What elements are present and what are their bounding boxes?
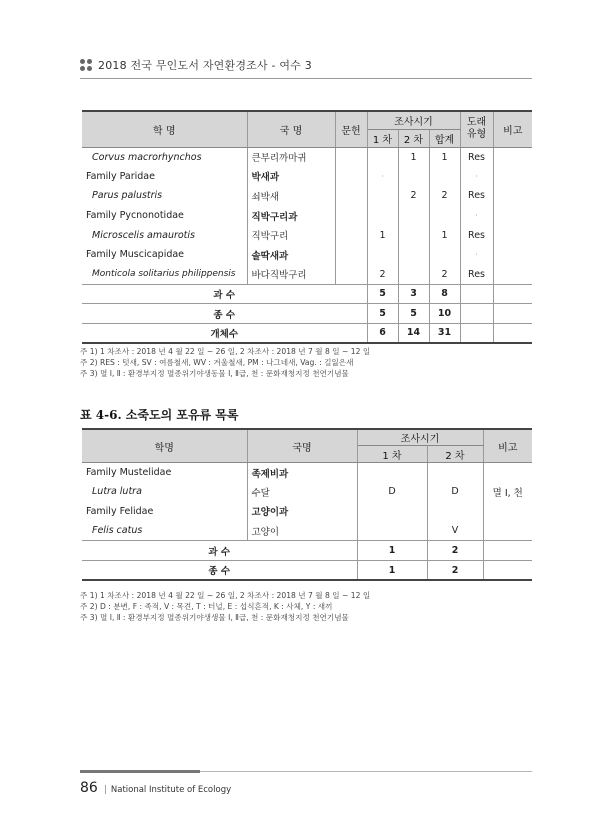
cell-first: · (367, 167, 398, 187)
cell-remark (493, 225, 532, 245)
institute-name: National Institute of Ecology (110, 785, 232, 795)
cell-literature (335, 167, 367, 187)
cell-arrival-type: · (460, 206, 493, 226)
cell-arrival-type: Res (460, 186, 493, 206)
cell-arrival-type: Res (460, 225, 493, 245)
header-dots-icon (80, 59, 92, 71)
cell-total (429, 245, 460, 265)
cell-second (398, 206, 429, 226)
summary-label: 개체수 (82, 323, 367, 343)
footer-accent-bar (80, 770, 200, 773)
summary-second: 5 (398, 304, 429, 324)
cell-first (367, 245, 398, 265)
cell-second (427, 463, 483, 483)
cell-remark (493, 147, 532, 167)
cell-literature (335, 206, 367, 226)
summary-first: 5 (367, 304, 398, 324)
table-row (82, 167, 532, 187)
header-total: 합계 (429, 129, 460, 147)
table-row (82, 147, 532, 167)
note-line: 주 1) 1 차조사 : 2018 년 4 월 22 일 ~ 26 일, 2 차조사 : 2018 년 7 월 8 일 ~ 12 일 (80, 591, 371, 600)
cell-remark (483, 521, 532, 541)
cell-total (429, 167, 460, 187)
running-header (80, 54, 532, 76)
cell-remark (493, 265, 532, 285)
header-second-survey: 2 차 (427, 446, 483, 463)
cell-family-name: Family Paridae (82, 167, 247, 187)
table1-notes (80, 346, 370, 379)
cell-total (429, 206, 460, 226)
note-line: 주 3) 멸 Ⅰ, Ⅱ : 환경부지정 멸종위기야생동물 Ⅰ, Ⅱ급, 천 : 문화재청지정 천연기념물 (80, 369, 349, 378)
header-korean-name: 국 명 (247, 111, 335, 147)
summary-row-families (82, 541, 532, 561)
note-line: 주 1) 1 차조사 : 2018 년 4 월 22 일 ~ 26 일, 2 차조사 : 2018 년 7 월 8 일 ~ 12 일 (80, 347, 371, 356)
cell-second: V (427, 521, 483, 541)
cell-remark (483, 463, 532, 483)
cell-literature (335, 186, 367, 206)
page-number: 86 (80, 780, 98, 796)
summary-first: 1 (357, 541, 427, 561)
cell-second (398, 245, 429, 265)
header-scientific-name: 학명 (82, 429, 247, 463)
cell-korean-name: 바다직박구리 (247, 265, 335, 285)
cell-total: 2 (429, 186, 460, 206)
cell-first: 2 (367, 265, 398, 285)
cell-first: D (357, 482, 427, 502)
note-line: 주 2) RES : 텃새, SV : 여름철새, WV : 겨울철새, PM : 나그네새, Vag. : 길잃은새 (80, 358, 354, 367)
summary-row-individuals (82, 323, 532, 343)
cell-first (357, 502, 427, 522)
cell-arrival-type: Res (460, 147, 493, 167)
summary-label: 과 수 (82, 541, 357, 561)
header-scientific-name: 학 명 (82, 111, 247, 147)
cell-arrival-type: Res (460, 265, 493, 285)
summary-label: 종 수 (82, 304, 367, 324)
table-row (82, 206, 532, 226)
cell-family-name: Family Mustelidae (82, 463, 247, 483)
summary-row-families (82, 284, 532, 304)
cell-total: 1 (429, 225, 460, 245)
header-first-survey: 1 차 (367, 129, 398, 147)
cell-korean-name: 족제비과 (247, 463, 357, 483)
cell-second: 1 (398, 147, 429, 167)
cell-scientific-name: Corvus macrorhynchos (82, 147, 247, 167)
header-first-survey: 1 차 (357, 446, 427, 463)
header-literature: 문헌 (335, 111, 367, 147)
summary-second: 2 (427, 560, 483, 580)
table-row (82, 265, 532, 285)
summary-second: 2 (427, 541, 483, 561)
cell-second (398, 265, 429, 285)
table-row (82, 521, 532, 541)
note-line: 주 2) D : 분변, F : 족적, V : 목견, T : 터널, E : 섭식흔적, K : 사체, Y : 새끼 (80, 602, 333, 611)
summary-row-species (82, 560, 532, 580)
header-remark: 비고 (493, 111, 532, 147)
cell-literature (335, 265, 367, 285)
cell-korean-name: 직박구리과 (247, 206, 335, 226)
cell-second (398, 167, 429, 187)
cell-korean-name: 큰부리까마귀 (247, 147, 335, 167)
summary-total: 8 (429, 284, 460, 304)
summary-second: 3 (398, 284, 429, 304)
table-row (82, 225, 532, 245)
table-row (82, 502, 532, 522)
cell-second (398, 225, 429, 245)
summary-first: 1 (357, 560, 427, 580)
note-line: 주 3) 멸 Ⅰ, Ⅱ : 환경부지정 멸종위기야생생물 Ⅰ, Ⅱ급, 천 : 문화재청지정 천연기념물 (80, 613, 349, 622)
summary-total: 31 (429, 323, 460, 343)
cell-family-name: Family Pycnonotidae (82, 206, 247, 226)
cell-family-name: Family Felidae (82, 502, 247, 522)
table-row (82, 245, 532, 265)
table-row (82, 463, 532, 483)
cell-korean-name: 솔딱새과 (247, 245, 335, 265)
header-remark: 비고 (483, 429, 532, 463)
cell-korean-name: 쇠박새 (247, 186, 335, 206)
cell-remark (483, 502, 532, 522)
cell-total: 2 (429, 265, 460, 285)
cell-first (367, 186, 398, 206)
header-divider (80, 78, 532, 79)
cell-total: 1 (429, 147, 460, 167)
header-survey-period: 조사시기 (367, 111, 460, 129)
table-row (82, 186, 532, 206)
cell-literature (335, 147, 367, 167)
cell-first (367, 147, 398, 167)
table2-notes (80, 590, 370, 623)
cell-arrival-type: · (460, 167, 493, 187)
cell-second: D (427, 482, 483, 502)
header-arrival-type: 도래 유형 (460, 111, 493, 147)
cell-remark (493, 186, 532, 206)
cell-korean-name: 박새과 (247, 167, 335, 187)
cell-arrival-type: · (460, 245, 493, 265)
cell-family-name: Family Muscicapidae (82, 245, 247, 265)
summary-first: 6 (367, 323, 398, 343)
cell-remark: 멸 Ⅰ, 천 (492, 487, 523, 499)
cell-remark (493, 167, 532, 187)
cell-scientific-name: Lutra lutra (82, 482, 247, 502)
summary-label: 종 수 (82, 560, 357, 580)
cell-second (427, 502, 483, 522)
footer-separator: | (103, 785, 107, 795)
header-title: 2018 전국 무인도서 자연환경조사 - 여수 3 (98, 59, 312, 72)
cell-second: 2 (398, 186, 429, 206)
header-korean-name: 국명 (247, 429, 357, 463)
cell-literature (335, 225, 367, 245)
cell-remark (493, 206, 532, 226)
cell-first: 1 (367, 225, 398, 245)
cell-remark (493, 245, 532, 265)
cell-korean-name: 직박구리 (247, 225, 335, 245)
cell-literature (335, 245, 367, 265)
bird-species-table (82, 110, 532, 344)
cell-scientific-name: Microscelis amaurotis (82, 225, 247, 245)
cell-first (357, 463, 427, 483)
table2-caption: 표 4-6. 소죽도의 포유류 목록 (80, 408, 239, 422)
cell-korean-name: 고양이 (247, 521, 357, 541)
summary-second: 14 (398, 323, 429, 343)
cell-korean-name: 고양이과 (247, 502, 357, 522)
header-second-survey: 2 차 (398, 129, 429, 147)
summary-first: 5 (367, 284, 398, 304)
summary-row-species (82, 304, 532, 324)
summary-total: 10 (429, 304, 460, 324)
cell-first (367, 206, 398, 226)
table-row (82, 482, 532, 502)
page-footer (80, 780, 231, 796)
header-survey-period: 조사시기 (357, 429, 483, 446)
cell-scientific-name: Monticola solitarius philippensis (82, 265, 247, 285)
cell-scientific-name: Felis catus (82, 521, 247, 541)
cell-korean-name: 수달 (247, 482, 357, 502)
cell-scientific-name: Parus palustris (82, 186, 247, 206)
mammal-species-table (82, 428, 532, 581)
summary-label: 과 수 (82, 284, 367, 304)
cell-first (357, 521, 427, 541)
